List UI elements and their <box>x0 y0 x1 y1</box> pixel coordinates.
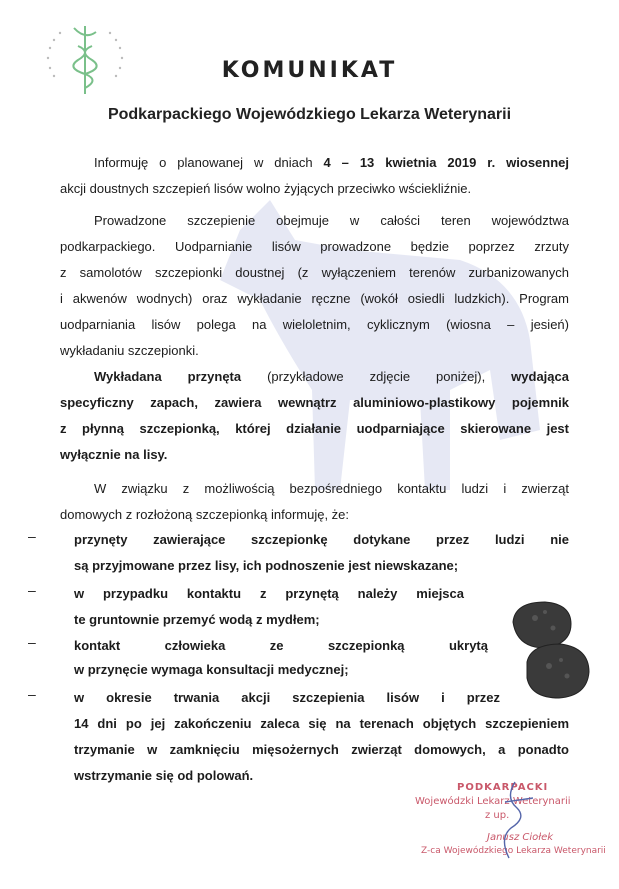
document-subtitle: Podkarpackiego Wojewódzkiego Lekarza Weterynarii <box>107 106 512 123</box>
paragraph-3-first: Wykładana przynęta (przykładowe zdjęcie poniżej), wydająca <box>94 369 569 384</box>
bait-pellets-image <box>505 600 605 720</box>
list-item: w okresie trwania akcji szczepienia lisów i przez <box>74 690 500 705</box>
paragraph-1-line: Informuję o planowanej w dniach 4 – 13 kwietnia 2019 r. wiosennej <box>94 155 569 170</box>
bullet-dash: – <box>28 528 36 544</box>
list-item: przynęty zawierające szczepionkę dotykane przez ludzi nie <box>74 532 569 547</box>
paragraph-3: specyficzny zapach, zawiera wewnątrz aluminiowo-plastikowy pojemnik z płynną szczepionką, której działanie uodparniające skierowane jest wyłącznie na lisy. <box>60 395 569 462</box>
paragraph-2-first: Prowadzone szczepienie obejmuje w całości teren województwa <box>94 213 569 228</box>
paragraph-4: domowych z rozłożoną szczepionką informuję, że: <box>60 507 350 522</box>
list-item-cont: te gruntownie przemyć wodą z mydłem; <box>74 612 320 627</box>
bullet-dash: – <box>28 582 36 598</box>
paragraph-2: podkarpackiego. Uodparnianie lisów prowadzone będzie poprzez zrzuty z samolotów szczepionki doustnej (z wyłączeniem terenów zurbanizowanych i akwenów wodnych) oraz wykładanie ręczne (wokół osiedli ludzkich). Program uodparniania lisów polega na wieloletnim, cyklicznym (wiosna – jesień) wykładaniu szczepionki. <box>60 239 569 358</box>
bullet-dash: – <box>28 686 36 702</box>
list-item-cont: wstrzymanie się od polowań. <box>74 768 254 783</box>
list-item: kontakt człowieka ze szczepionką ukrytą <box>74 638 488 653</box>
list-item-cont: są przyjmowane przez lisy, ich podnoszenie jest niewskazane; <box>74 558 459 573</box>
list-item-cont: w przynęcie wymaga konsultacji medycznej; <box>74 662 349 677</box>
document-title: KOMUNIKAT <box>221 58 398 83</box>
signature-icon <box>475 778 555 862</box>
paragraph-4-first: W związku z możliwością bezpośredniego kontaktu ludzi i zwierząt <box>94 481 569 496</box>
official-stamp: PODKARPACKI Wojewódzki Lekarz Weterynarii z up. Janusz Ciołek Z-ca Wojewódzkiego Lekarza Weterynarii <box>415 782 605 862</box>
paragraph-1-cont: akcji doustnych szczepień lisów wolno żyjących przeciwko wściekliźnie. <box>60 181 472 196</box>
paragraph-1 <box>94 150 569 176</box>
list-item-cont: trzymanie w zamknięciu mięsożernych zwierząt domowych, a ponadto <box>74 742 569 757</box>
list-item-cont: 14 dni po jej zakończeniu zaleca się na terenach objętych szczepieniem <box>74 716 569 731</box>
list-item: w przypadku kontaktu z przynętą należy miejsca <box>74 586 464 601</box>
bullet-dash: – <box>28 634 36 650</box>
